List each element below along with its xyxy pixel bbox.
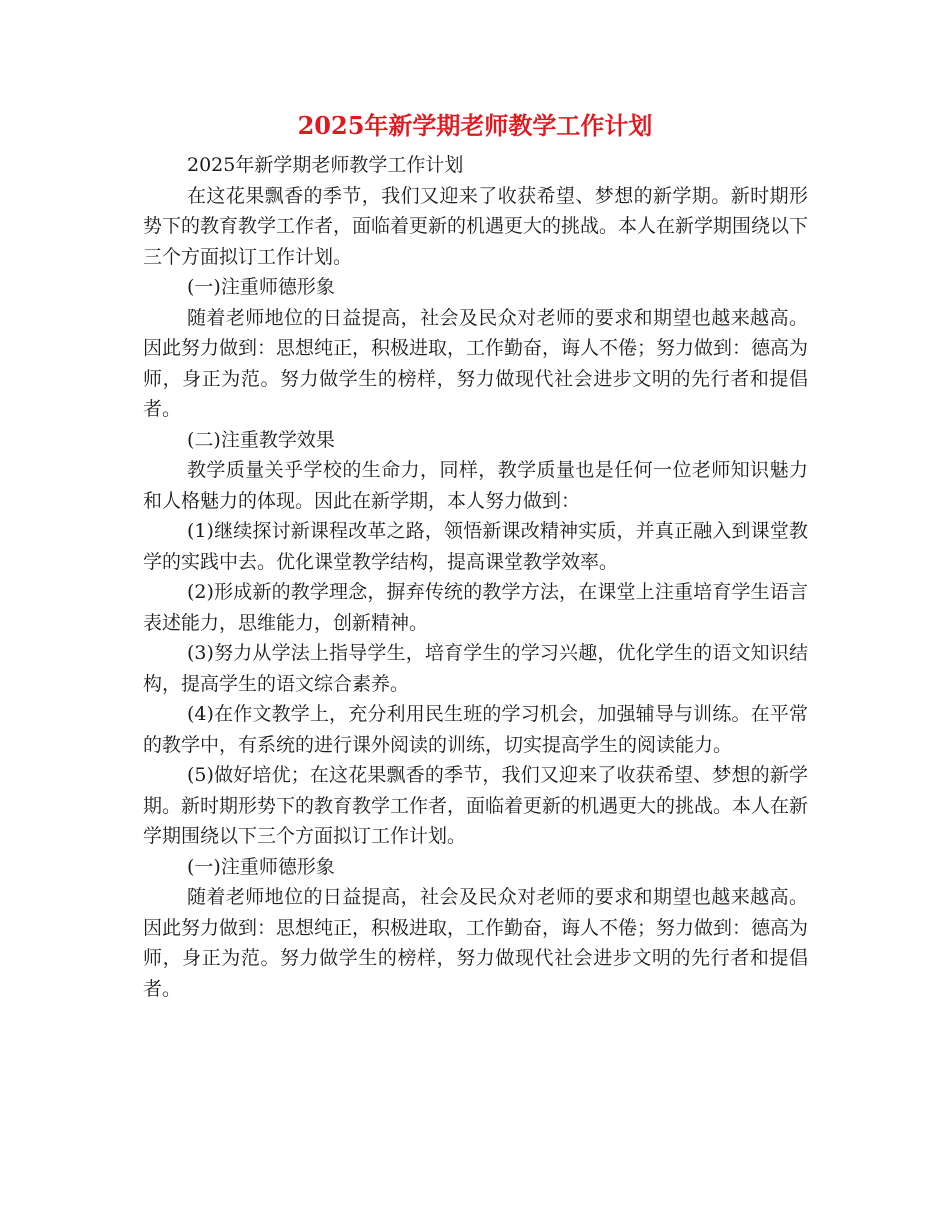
list-item-4: (4)在作文教学上，充分利用民生班的学习机会，加强辅导与训练。在平常的教学中，有系统的进行课外阅读的训练，切实提高学生的阅读能力。	[143, 703, 808, 756]
document-title: 2025年新学期老师教学工作计划	[297, 111, 653, 140]
section-heading-ethics: (一)注重师德形象	[187, 276, 335, 298]
paragraph-teaching-effect: 教学质量关乎学校的生命力，同样，教学质量也是任何一位老师知识魅力和人格魅力的体现。因此在新学期，本人努力做到：	[143, 459, 808, 512]
list-item-2: (2)形成新的教学理念，摒弃传统的教学方法，在课堂上注重培育学生语言表述能力，思维能力，创新精神。	[143, 581, 808, 634]
list-item-3: (3)努力从学法上指导学生，培育学生的学习兴趣，优化学生的语文知识结构，提高学生的语文综合素养。	[143, 642, 808, 695]
document-body	[143, 150, 808, 1004]
paragraph-ethics-repeat: 随着老师地位的日益提高，社会及民众对老师的要求和期望也越来越高。因此努力做到：思想纯正，积极进取，工作勤奋，诲人不倦；努力做到：德高为师，身正为范。努力做学生的榜样，努力做现代社会进步文明的先行者和提倡者。	[143, 886, 809, 1000]
paragraph-intro: 在这花果飘香的季节，我们又迎来了收获希望、梦想的新学期。新时期形势下的教育教学工作者，面临着更新的机遇更大的挑战。本人在新学期围绕以下三个方面拟订工作计划。	[143, 184, 809, 268]
section-heading-teaching-effect: (二)注重教学效果	[187, 428, 335, 451]
paragraph-ethics: 随着老师地位的日益提高，社会及民众对老师的要求和期望也越来越高。因此努力做到：思想纯正，积极进取，工作勤奋，诲人不倦；努力做到：德高为师，身正为范。努力做学生的榜样，努力做现代社会进步文明的先行者和提倡者。	[143, 306, 809, 420]
paragraph-subtitle: 2025年新学期老师教学工作计划	[187, 154, 464, 176]
list-item-5: (5)做好培优；在这花果飘香的季节，我们又迎来了收获希望、梦想的新学期。新时期形势下的教育教学工作者，面临着更新的机遇更大的挑战。本人在新学期围绕以下三个方面拟订工作计划。	[143, 764, 809, 847]
section-heading-ethics-repeat: (一)注重师德形象	[187, 855, 335, 878]
list-item-1: (1)继续探讨新课程改革之路，领悟新课改精神实质，并真正融入到课堂教学的实践中去。优化课堂教学结构，提高课堂教学效率。	[143, 520, 808, 573]
